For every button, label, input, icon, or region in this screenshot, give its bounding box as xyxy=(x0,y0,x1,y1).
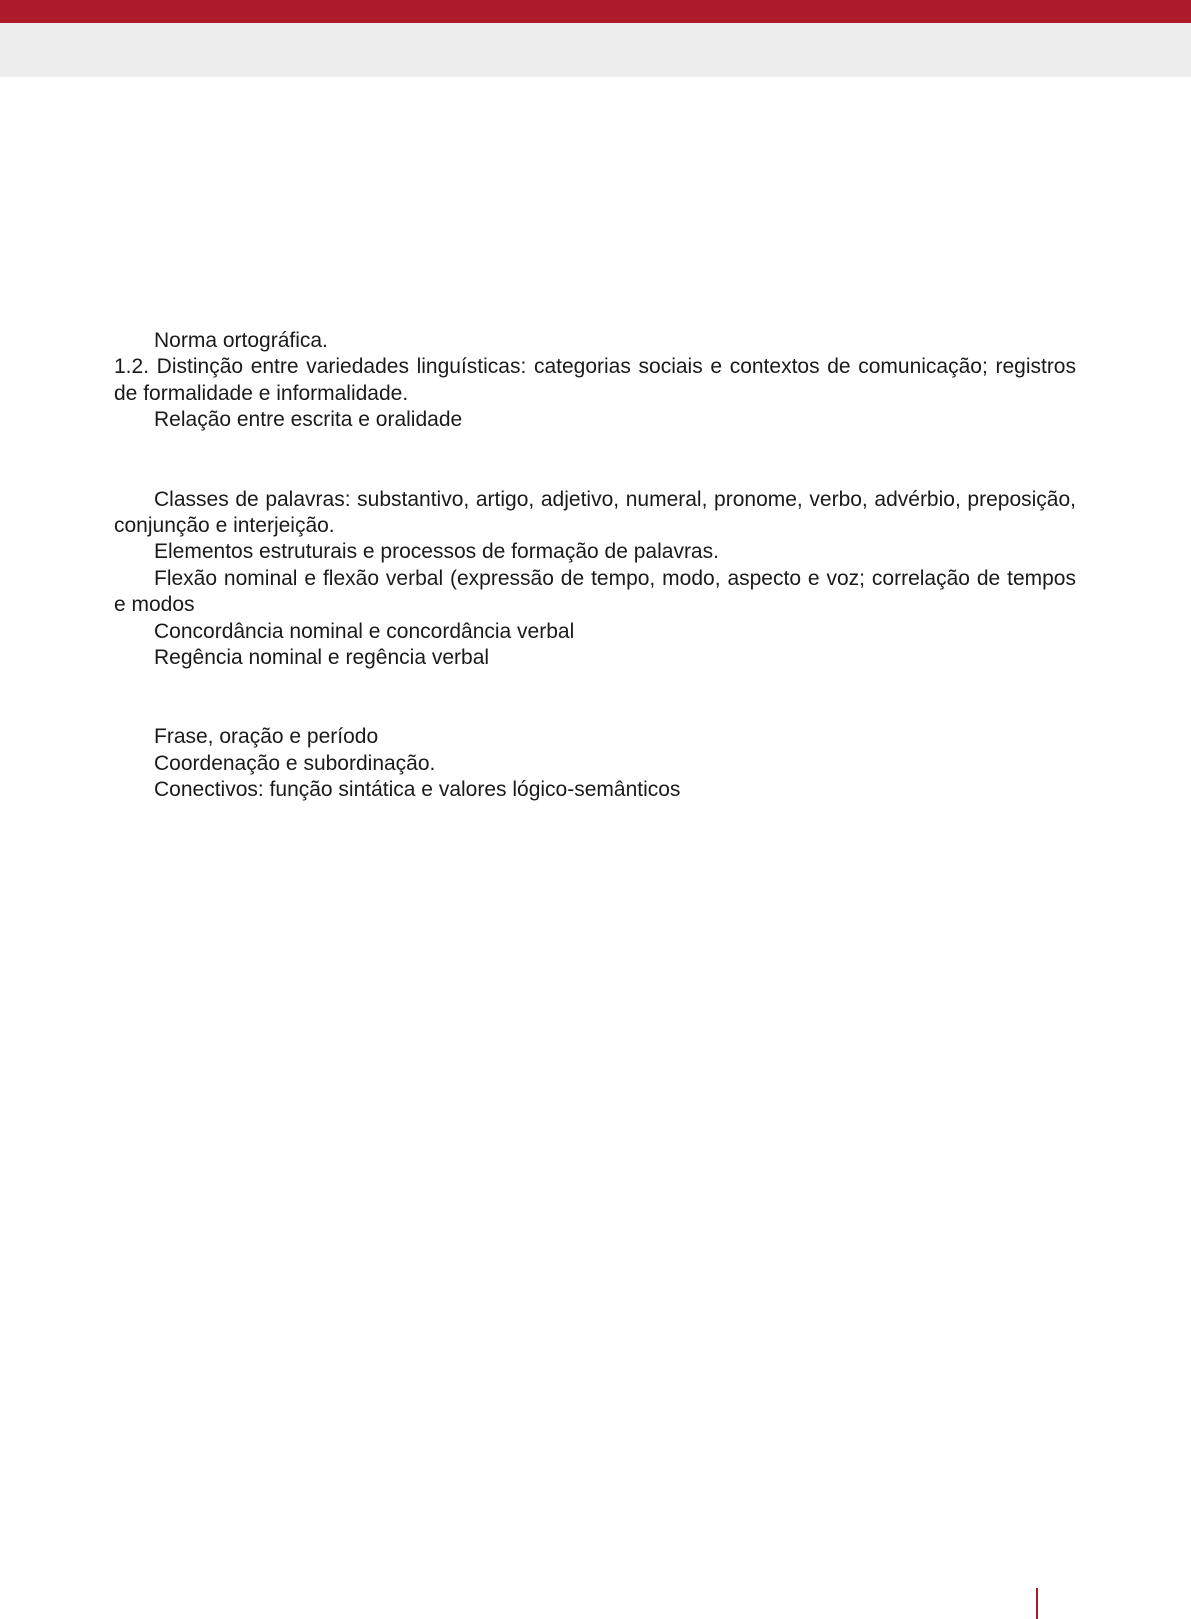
list-item: Conectivos: função sintática e valores lógico-semânticos xyxy=(154,778,681,802)
list-item: Regência nominal e regência verbal xyxy=(154,646,490,670)
header-accent-bar xyxy=(0,0,1191,23)
list-item: Classes de palavras: substantivo, artigo, adjetivo, numeral, pronome, verbo, advérbio, preposição, conjunção e interjeição. xyxy=(114,487,1076,538)
document-body xyxy=(114,328,1076,804)
section-spacer xyxy=(114,434,1076,487)
header-band xyxy=(0,23,1191,77)
list-item: Concordância nominal e concordância verbal xyxy=(154,619,575,643)
section-language-norms xyxy=(114,328,1076,434)
list-item: 1.2. Distinção entre variedades linguísticas: categorias sociais e contextos de comunicação; registros de formalidade e informalidade. xyxy=(114,355,1076,405)
list-item: Elementos estruturais e processos de formação de palavras. xyxy=(154,540,719,564)
list-item: Frase, oração e período xyxy=(154,725,379,749)
list-item: Norma ortográfica. xyxy=(154,329,328,352)
list-item: Flexão nominal e flexão verbal (expressão de tempo, modo, aspecto e voz; correlação de tempos e modos xyxy=(114,566,1076,617)
footer-page-rule xyxy=(1036,1588,1038,1619)
section-syntax xyxy=(114,724,1076,803)
list-item: Relação entre escrita e oralidade xyxy=(154,408,463,432)
section-spacer xyxy=(114,671,1076,724)
list-item: Coordenação e subordinação. xyxy=(154,751,436,775)
section-morphology xyxy=(114,487,1076,672)
